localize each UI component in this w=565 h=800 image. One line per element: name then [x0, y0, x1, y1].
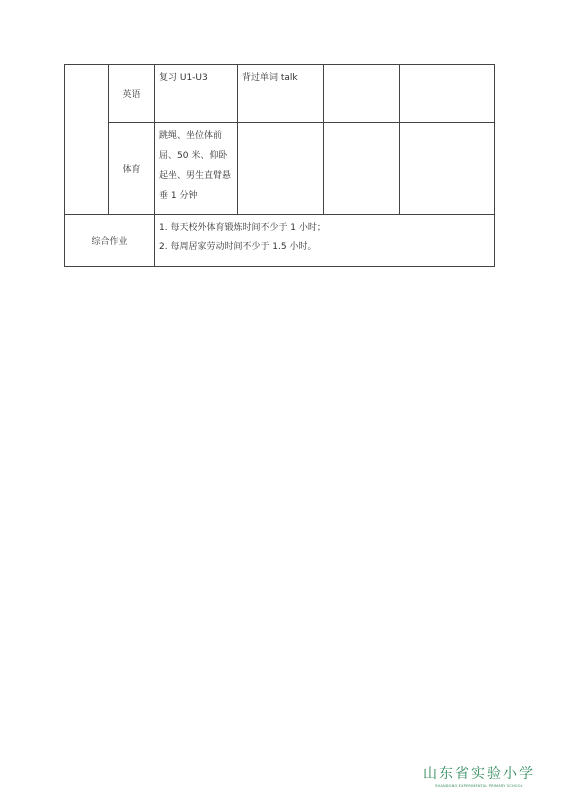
- comprehensive-label: 综合作业: [65, 215, 155, 267]
- table-row-english: [65, 65, 495, 123]
- pe-task-2: [238, 123, 324, 215]
- english-task-3: [324, 65, 400, 123]
- homework-table: [64, 64, 495, 267]
- table-row-pe: [65, 123, 495, 215]
- school-logo-chinese: 山东省实验小学: [423, 766, 535, 782]
- pe-task-3: [324, 123, 400, 215]
- english-task-1: 复习 U1-U3: [155, 65, 238, 123]
- comprehensive-content: [155, 215, 495, 267]
- subject-pe: 体育: [109, 123, 155, 215]
- english-task-2: 背过单词 talk: [238, 65, 324, 123]
- english-task-4: [400, 65, 495, 123]
- table-row-comprehensive: [65, 215, 495, 267]
- grade-cell: [65, 65, 109, 215]
- school-logo-english: SHANDONG EXPERIMENTAL PRIMARY SCHOOL: [435, 784, 523, 788]
- subject-english: 英语: [109, 65, 155, 123]
- comprehensive-item-1: 1. 每天校外体育锻炼时间不少于 1 小时；: [159, 223, 326, 233]
- school-logo: [423, 763, 535, 788]
- pe-task-4: [400, 123, 495, 215]
- pe-task-1: 跳绳、坐位体前屈、50 米、仰卧起坐、男生直臂悬垂 1 分钟: [155, 123, 238, 215]
- comprehensive-item-2: 2. 每周居家劳动时间不少于 1.5 小时。: [159, 242, 317, 252]
